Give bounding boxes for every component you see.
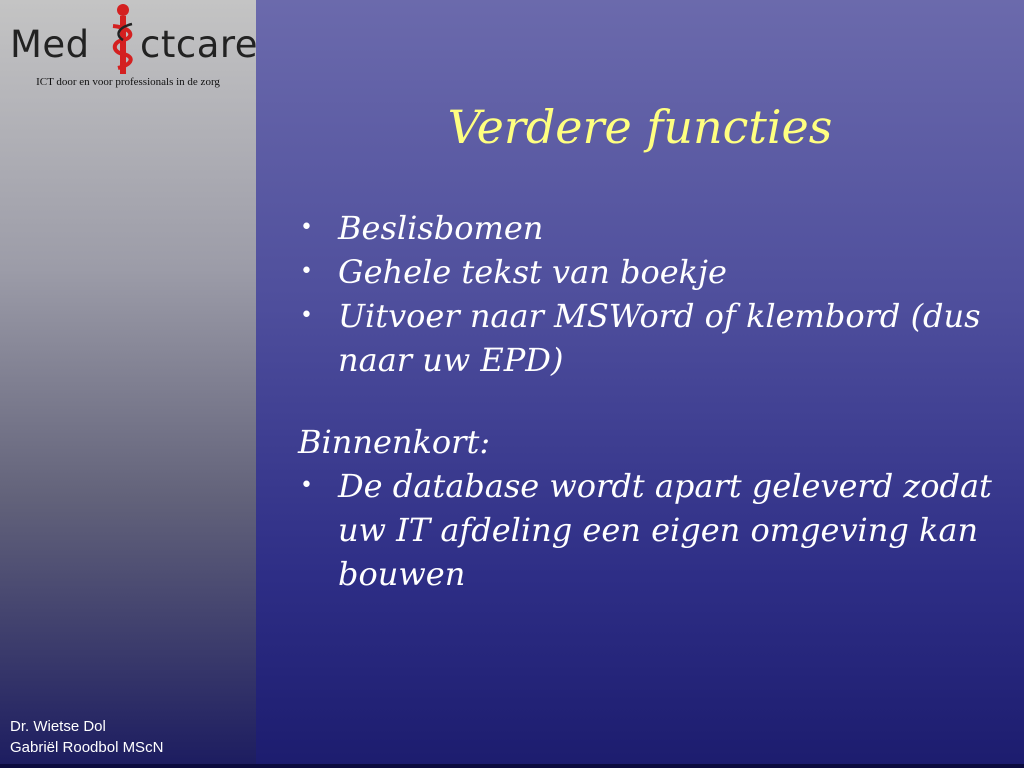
caduceus-icon (104, 2, 142, 76)
medictcare-logo (6, 2, 259, 74)
slide-title: Verdere functies (447, 100, 833, 154)
bullet-text: De database wordt apart geleverd zodat uw IT afdeling een eigen omgeving kan bouwen (338, 467, 992, 593)
list-item (298, 206, 1008, 250)
author-credits (10, 716, 163, 758)
bullet-text: Beslisbomen (338, 209, 544, 247)
author-1: Dr. Wietse Dol (10, 718, 106, 735)
list-item (298, 464, 1008, 596)
bullet-list (298, 206, 1008, 382)
logo-text-right: ctcare (140, 23, 259, 66)
bullet-icon: • (300, 473, 313, 498)
bullet-icon: • (300, 259, 313, 284)
bullet-icon: • (300, 215, 313, 240)
sub-bullet-list (298, 464, 1008, 596)
spacer (298, 382, 1008, 420)
list-item (298, 294, 1008, 382)
subheading: Binnenkort: (298, 423, 491, 461)
bullet-text: Gehele tekst van boekje (338, 253, 727, 291)
logo-tagline: ICT door en voor professionals in de zorg (36, 76, 220, 88)
bullet-text: Uitvoer naar MSWord of klembord (dus naar uw EPD) (338, 297, 981, 379)
slide-body (298, 206, 1008, 596)
bullet-icon: • (300, 303, 313, 328)
list-item (298, 250, 1008, 294)
logo-text-left: Med (10, 23, 90, 66)
bottom-edge (0, 764, 1024, 768)
author-2: Gabriël Roodbol MScN (10, 739, 164, 756)
sidebar (0, 0, 259, 768)
